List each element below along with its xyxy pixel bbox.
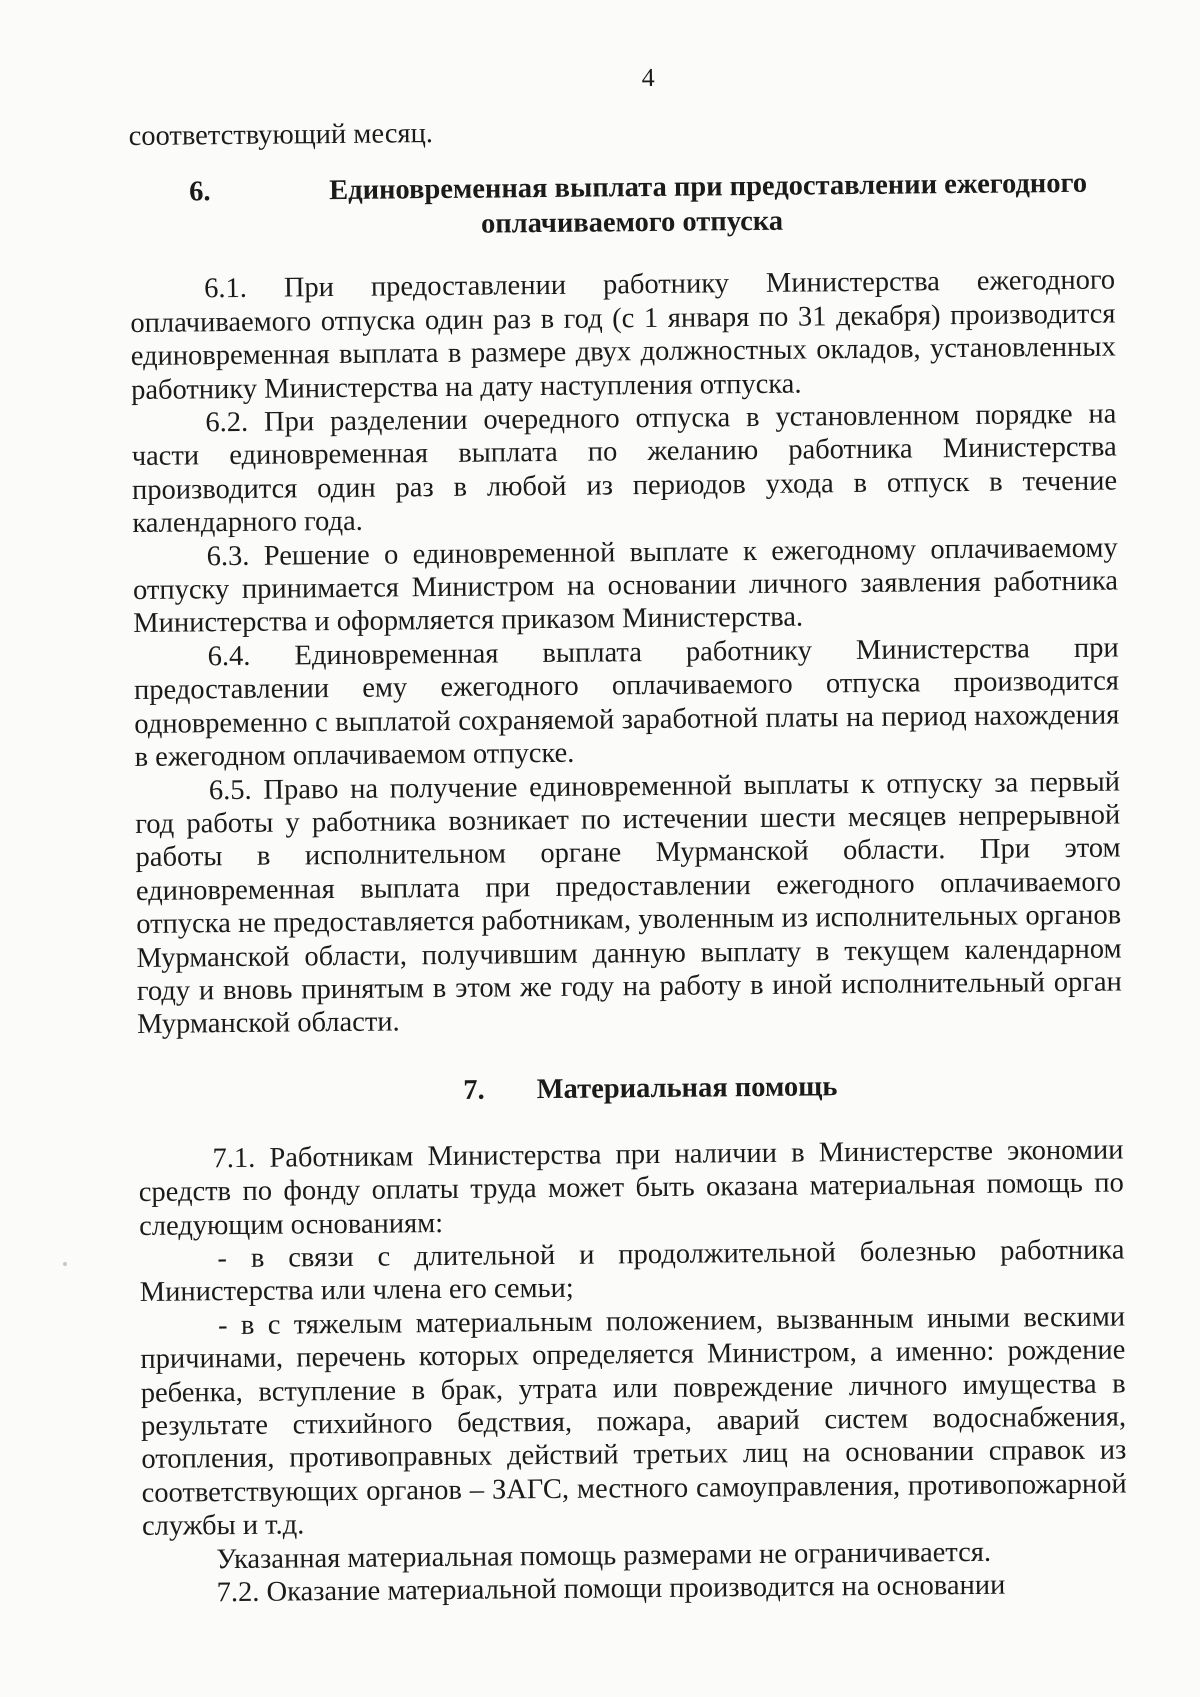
section-6-heading — [129, 166, 1115, 245]
page-content — [128, 57, 1128, 1611]
lead-line: соответствующий месяц. — [128, 118, 434, 152]
paragraph-6-3: 6.3. Решение о единовременной выплате к ежегодному оплачиваемому отпуску принимается Министром на основании личного заявления работника Министерства и оформляется приказом Министерства. — [132, 532, 1119, 640]
paragraph-6-1: 6.1. При предоставлении работнику Министерства ежегодного оплачиваемого отпуска один раз в год (с 1 января по 31 декабря) производится единовременная выплата в размере двух должностных окладов, установленных работнику Министерства на дату наступления отпуска. — [130, 264, 1116, 406]
section-6-title-line1: Единовременная выплата при предоставлении ежегодного — [329, 168, 1088, 207]
section-6-title-line2: оплачиваемого отпуска — [480, 206, 784, 241]
paragraph-6-2: 6.2. При разделении очередного отпуска в установленном порядке на части единовременная выплата по желанию работника Министерства производится один раз в любой из периодов ухода в отпуск в течение календарного года. — [131, 398, 1118, 540]
section-6-number: 6. — [189, 176, 211, 208]
paragraph-7-2: 7.2. Оказание материальной помощи производится на основании — [216, 1569, 1006, 1609]
section-7-heading — [138, 1066, 1123, 1110]
list-item-hardship: - в с тяжелым материальным положением, вызванным иными вескими причинами, перечень которых определяется Министром, а именно: рождение ребенка, вступление в брак, утрата или повреждение личного имущества в результате стихийного бедствия, пожара, аварий систем водоснабжения, отопления, противоправных действий третьих лиц на основании справок из соответствующих органов – ЗАГС, местного самоуправления, противопожарной службы и т.д. — [140, 1301, 1127, 1543]
section-7-number: 7. — [463, 1074, 485, 1106]
paragraph-6-4: 6.4. Единовременная выплата работнику Министерства при предоставлении ему ежегодного оплачиваемого отпуска производится одновременно с выплатой сохраняемой заработной платы на период нахождения в ежегодном оплачиваемом отпуске. — [133, 632, 1120, 774]
page-number: 4 — [641, 62, 655, 93]
paragraph-no-limit: Указанная материальная помощь размерами не ограничивается. — [216, 1536, 992, 1575]
section-7-title: Материальная помощь — [536, 1070, 838, 1105]
paragraph-6-5: 6.5. Право на получение единовременной выплаты к отпуску за первый год работы у работника возникает по истечении шести месяцев непрерывной работы в исполнительном органе Мурманской области. При этом единовременная выплата при предоставлении ежегодного оплачиваемого отпуска не предоставляется работникам, уволенным из исполнительных органов Мурманской области, получившим данную выплату в текущем календарном году и вновь принятым в этом же году на работу в иной исполнительный орган Мурманской области. — [135, 766, 1122, 1041]
scan-speck — [63, 1262, 67, 1266]
paragraph-7-1: 7.1. Работникам Министерства при наличии в Министерстве экономии средств по фонду оплаты труда может быть оказана материальная помощь по следующим основаниям: — [138, 1134, 1124, 1242]
list-item-illness: - в связи с длительной и продолжительной болезнью работника Министерства или члена его семьи; — [139, 1234, 1125, 1309]
